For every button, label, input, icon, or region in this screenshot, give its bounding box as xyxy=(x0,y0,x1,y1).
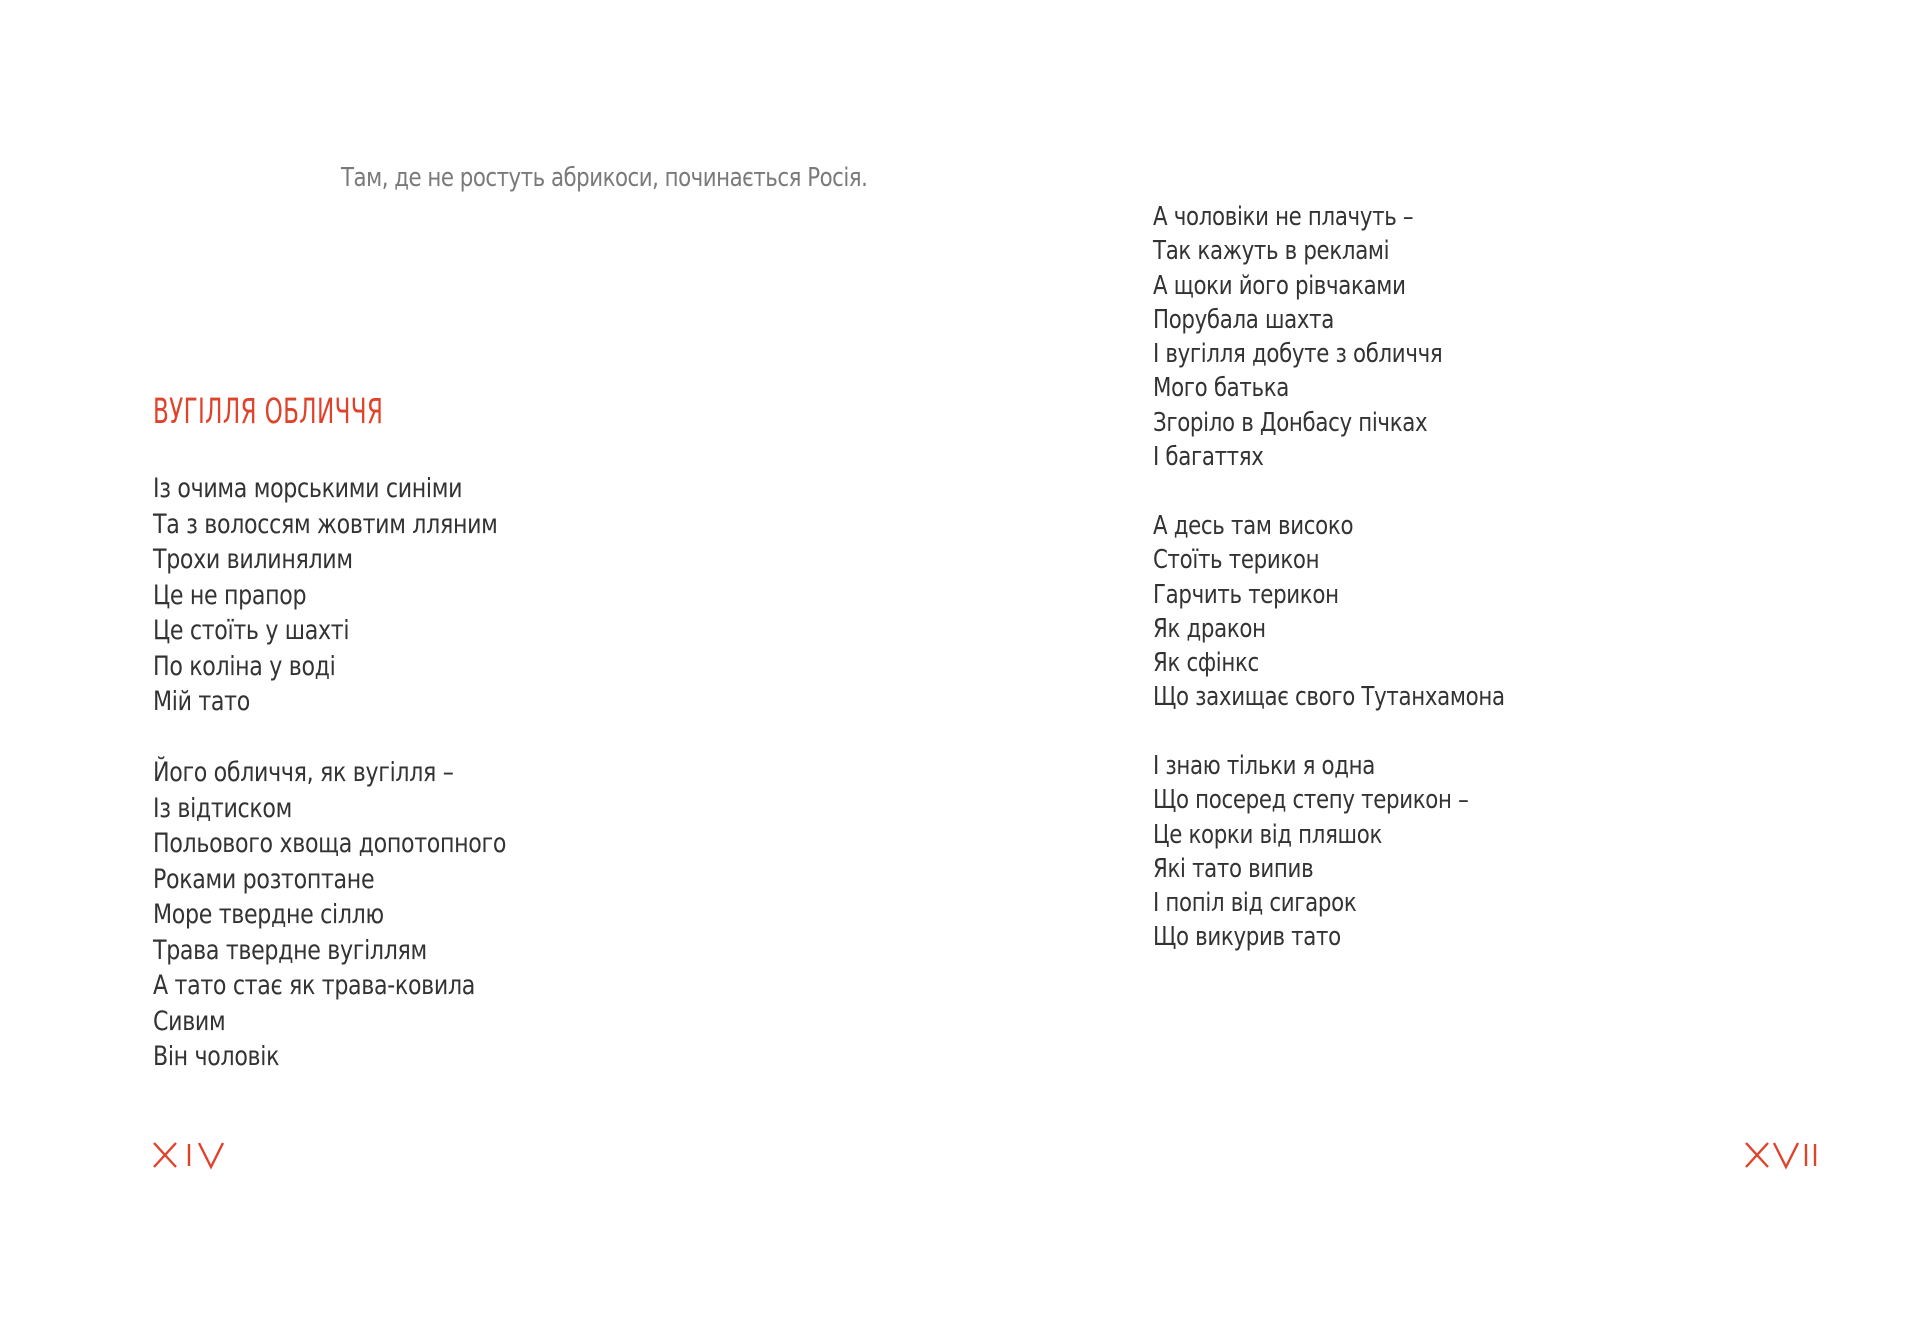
poem-line: Сивим xyxy=(153,1005,226,1037)
poem-line: Трава твердне вугіллям xyxy=(153,934,427,966)
poem-line: Польового хвоща допотопного xyxy=(153,828,507,859)
poem-line: Це стоїть у шахті xyxy=(153,615,350,646)
stanza-right-1 xyxy=(1153,200,1442,474)
poem-line: Що посеред степу терикон – xyxy=(1153,785,1469,816)
poem-line: Та з волоссям жовтим лляним xyxy=(153,508,498,540)
poem-line: По коліна у воді xyxy=(153,650,336,682)
poem-line: Що викурив тато xyxy=(1153,922,1341,953)
poem-line: А щоки його рівчаками xyxy=(1153,270,1406,301)
page-number-left-glyph xyxy=(152,1140,226,1170)
poem-line: Порубала шахта xyxy=(1153,304,1335,335)
poem-line: Це корки від пляшок xyxy=(1153,819,1383,850)
poem-line: А тато стає як трава-ковила xyxy=(153,970,476,1001)
poem-line: А десь там високо xyxy=(1153,511,1354,541)
poem-line: Гарчить терикон xyxy=(1153,579,1339,610)
poem-line: Що захищає свого Тутанхамона xyxy=(1153,682,1505,713)
stanza-left-2 xyxy=(153,755,506,1075)
poem-line: Мій тато xyxy=(153,686,250,717)
poem-line: Мого батька xyxy=(1153,373,1290,404)
poem-line: Стоїть терикон xyxy=(1153,545,1320,576)
poem-line: Море твердне сіллю xyxy=(153,899,384,930)
poem-line: І вугілля добуте з обличчя xyxy=(1153,339,1443,370)
poem-line: Його обличчя, як вугілля – xyxy=(153,757,454,788)
poem-line: Із очима морськими синіми xyxy=(153,473,463,504)
poem-line: Трохи вилинялим xyxy=(153,544,353,575)
poem-line: І попіл від сигарок xyxy=(1153,888,1357,919)
stanza-left-1 xyxy=(153,471,498,720)
page-number-right xyxy=(1744,1140,1820,1170)
poem-line: Як дракон xyxy=(1153,613,1266,644)
poem-line: Роками розтоптане xyxy=(153,863,375,895)
poem-line: Так кажуть в рекламі xyxy=(1153,236,1390,267)
poem-line: А чоловіки не плачуть – xyxy=(1153,202,1414,232)
page-number-right-glyph xyxy=(1744,1140,1820,1170)
poem-line: Згоріло в Донбасу пічках xyxy=(1153,407,1428,438)
poem-line: Із відтиском xyxy=(153,792,293,824)
stanza-right-3 xyxy=(1153,749,1468,955)
poem-line: Він чоловік xyxy=(153,1041,280,1072)
page-number-left xyxy=(152,1140,226,1170)
poem-line: Які тато випив xyxy=(1153,853,1314,884)
epigraph: Там, де не ростуть абрикоси, починається Росія. xyxy=(341,163,868,193)
poem-line: І знаю тільки я одна xyxy=(1153,751,1376,781)
poem-line: І багаттях xyxy=(1153,442,1264,473)
poem-line: Це не прапор xyxy=(153,579,307,611)
poem-line: Як сфінкс xyxy=(1153,648,1259,679)
stanza-right-2 xyxy=(1153,509,1505,715)
poem-title: ВУГІЛЛЯ ОБЛИЧЧЯ xyxy=(153,392,384,432)
